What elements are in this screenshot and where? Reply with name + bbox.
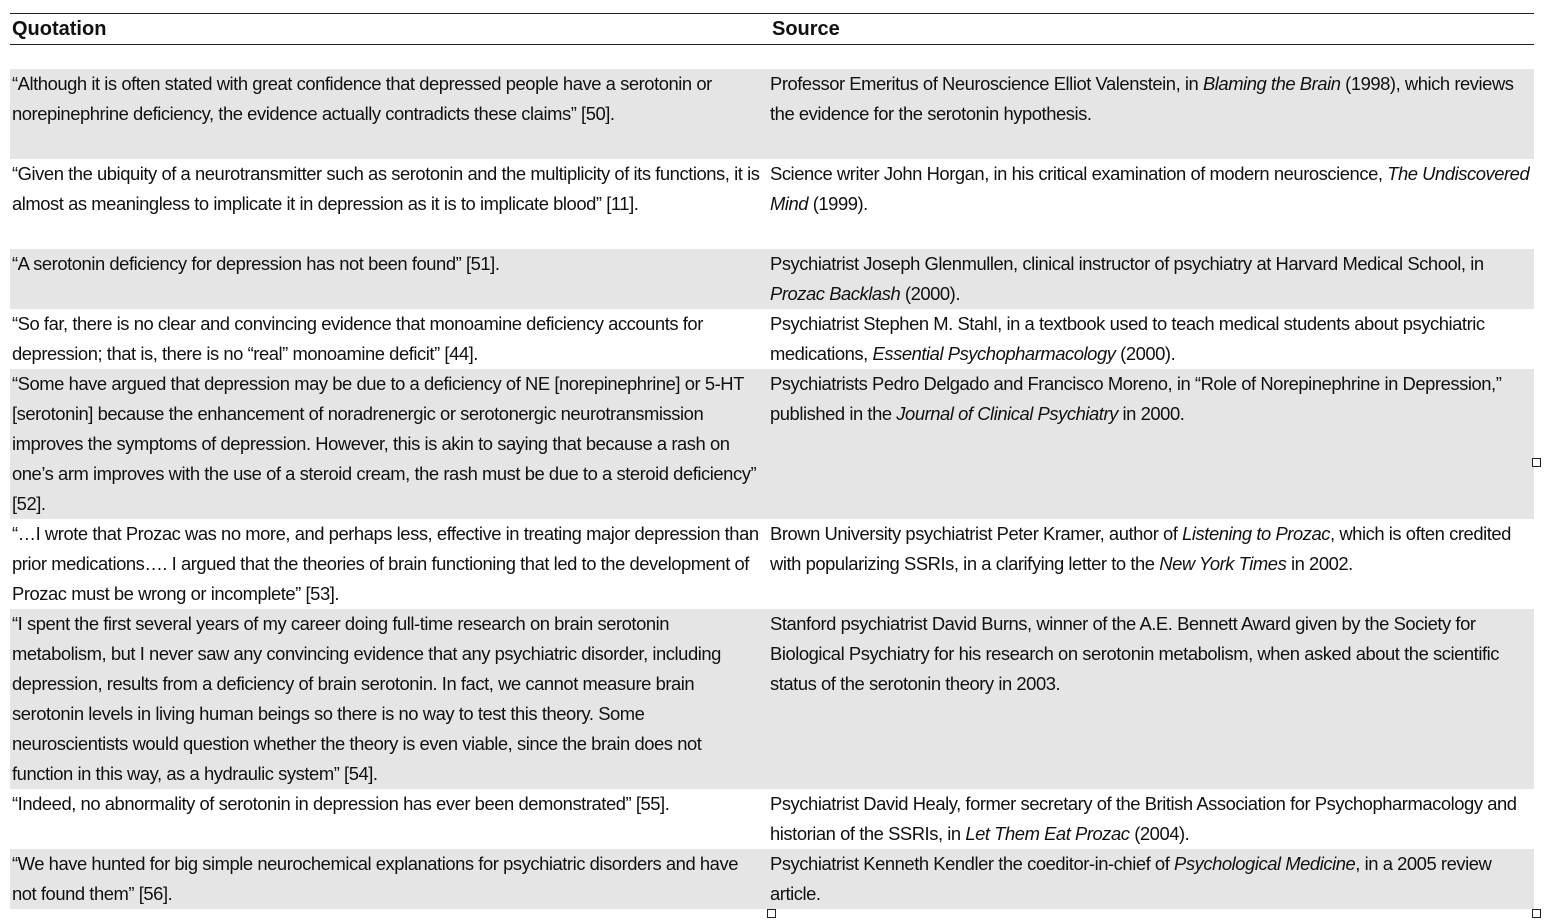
source-cell: [770, 369, 1534, 519]
quote-cell: “Some have argued that depression may be due to a deficiency of NE [norepinephrine] or 5-HT [serotonin] because the enhancement of noradrenergic or serotonergic neurotransmission improves the symptoms of depression. However, this is akin to saying that because a rash on one’s arm improves with the use of a steroid cream, the rash must be due to a steroid deficiency” [52].: [12, 373, 757, 514]
work-title: The Undiscovered Mind: [770, 163, 1530, 214]
source-text: (1998), which reviews the evidence for the serotonin hypothesis.: [770, 73, 1514, 124]
source-text: , in a 2005 review article.: [770, 853, 1492, 904]
table-row: [10, 249, 1534, 309]
source-text: , which is often credited with popularizing SSRIs, in a clarifying letter to the: [770, 523, 1511, 574]
table-row: [10, 369, 1534, 519]
source-text: (2000).: [900, 283, 961, 304]
work-title: Prozac Backlash: [770, 283, 901, 304]
table-row: [10, 849, 1534, 909]
table-row: [10, 69, 1534, 159]
resize-handle-bottom-right[interactable]: [1532, 909, 1541, 918]
source-cell: [770, 249, 1534, 309]
quote-cell: “Although it is often stated with great confidence that depressed people have a serotonin or norepinephrine deficiency, the evidence actually contradicts these claims” [50].: [12, 73, 712, 124]
header-spacer: [10, 45, 1534, 69]
source-text: (1999).: [808, 193, 868, 214]
quote-cell: “Given the ubiquity of a neurotransmitter such as serotonin and the multiplicity of its functions, it is almost as meaningless to implicate it in depression as it is to implicate blood” [11].: [12, 163, 760, 214]
header-row: [10, 14, 1534, 45]
source-text: Psychiatrist Kenneth Kendler the coeditor-in-chief of: [770, 853, 1175, 874]
table-row: [10, 309, 1534, 369]
source-text: (2000).: [1115, 343, 1176, 364]
quote-cell: “I spent the first several years of my career doing full-time research on brain serotonin metabolism, but I never saw any convincing evidence that any psychiatric disorder, including depression, results from a deficiency of brain serotonin. In fact, we cannot measure brain serotonin levels in living human beings so there is no way to test this theory. Some neuroscientists would question whether the theory is even viable, since the brain does not function in this way, as a hydraulic system” [54].: [12, 613, 721, 784]
source-cell: [770, 159, 1534, 249]
quote-cell: “So far, there is no clear and convincing evidence that monoamine deficiency accounts for depression; that is, there is no “real” monoamine deficit” [44].: [12, 313, 703, 364]
quote-cell: “We have hunted for big simple neurochemical explanations for psychiatric disorders and have not found them” [56].: [12, 853, 738, 904]
source-cell: [770, 609, 1534, 789]
table-row: [10, 609, 1534, 789]
work-title: Blaming the Brain: [1202, 73, 1341, 94]
source-text: Stanford psychiatrist David Burns, winner of the A.E. Bennett Award given by the Society for Biological Psychiatry for his research on serotonin metabolism, when asked about the scientific status of the serotonin theory in 2003.: [770, 613, 1500, 694]
quotation-column-header: Quotation: [12, 17, 107, 40]
source-column-header: Source: [772, 17, 840, 40]
source-text: Brown University psychiatrist Peter Kramer, author of: [770, 523, 1183, 544]
source-cell: [770, 69, 1534, 159]
source-text: Professor Emeritus of Neuroscience Elliot Valenstein, in: [770, 73, 1203, 94]
resize-handle-bottom[interactable]: [767, 909, 776, 918]
work-title: Essential Psychopharmacology: [872, 343, 1116, 364]
quote-cell: “Indeed, no abnormality of serotonin in depression has ever been demonstrated” [55].: [12, 793, 670, 814]
source-cell: [770, 849, 1534, 909]
resize-handle-right[interactable]: [1532, 458, 1541, 467]
table-row: [10, 519, 1534, 609]
work-title: New York Times: [1159, 553, 1287, 574]
source-text: Psychiatrist David Healy, former secretary of the British Association for Psychopharmacology and historian of the SSRIs, in: [770, 793, 1517, 844]
work-title: Psychological Medicine: [1174, 853, 1356, 874]
source-text: in 2002.: [1286, 553, 1353, 574]
work-title: Journal of Clinical Psychiatry: [896, 403, 1118, 424]
source-cell: [770, 519, 1534, 609]
source-text: Psychiatrist Stephen M. Stahl, in a textbook used to teach medical students about psychiatric medications,: [770, 313, 1485, 364]
source-cell: [770, 309, 1534, 369]
source-cell: [770, 789, 1534, 849]
table-row: [10, 789, 1534, 849]
source-text: Science writer John Horgan, in his critical examination of modern neuroscience,: [770, 163, 1388, 184]
work-title: Listening to Prozac: [1182, 523, 1331, 544]
source-text: (2004).: [1129, 823, 1190, 844]
quotation-table: [10, 13, 1534, 909]
quote-cell: “A serotonin deficiency for depression has not been found” [51].: [12, 253, 500, 274]
source-text: Psychiatrists Pedro Delgado and Francisco Moreno, in “Role of Norepinephrine in Depression,” published in the: [770, 373, 1502, 424]
work-title: Let Them Eat Prozac: [965, 823, 1130, 844]
table-row: [10, 159, 1534, 249]
source-text: in 2000.: [1117, 403, 1185, 424]
quote-cell: “…I wrote that Prozac was no more, and perhaps less, effective in treating major depression than prior medications…. I argued that the theories of brain functioning that led to the development of Prozac must be wrong or incomplete” [53].: [12, 523, 759, 604]
source-text: Psychiatrist Joseph Glenmullen, clinical instructor of psychiatry at Harvard Medical School, in: [770, 253, 1484, 274]
